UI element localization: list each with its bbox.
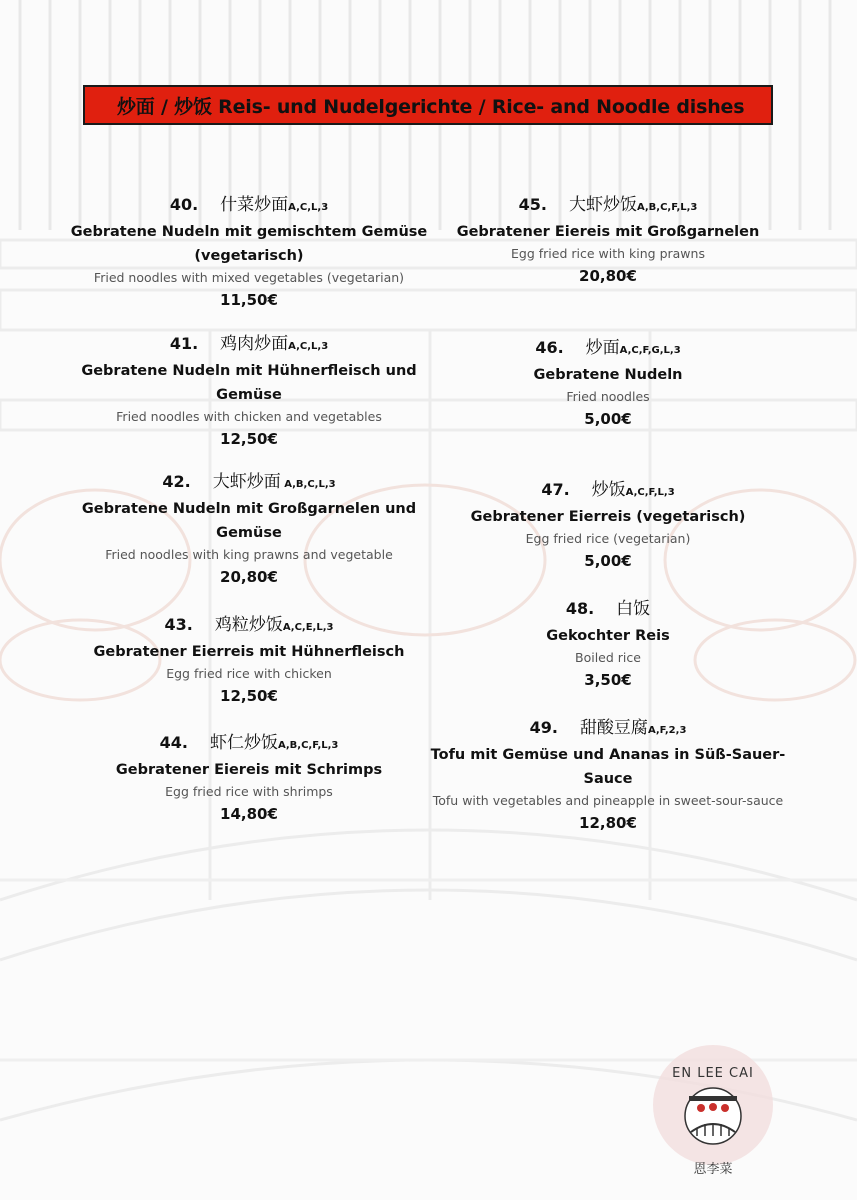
item-price: 14,80€ [220,805,278,823]
item-price: 12,50€ [220,430,278,448]
item-german-name: Gebratene Nudeln mit Hühnerfleisch und Gemüse [81,363,417,403]
bridge-lantern-emblem-icon [683,1086,743,1146]
section-title: 炒面 / 炒饭 Reis- und Nudelgerichte / Rice- and Noodle dishes [117,95,745,118]
item-english-name: Egg fried rice with shrimps [165,784,333,799]
restaurant-logo [648,1040,778,1190]
item-german-name: Gekochter Reis [546,628,670,644]
item-chinese-name: 炒面 [585,338,620,358]
item-price: 3,50€ [584,671,632,689]
item-price: 20,80€ [220,568,278,586]
item-allergens: A,F,2,3 [647,725,687,736]
menu-item-48 [418,598,798,691]
menu-item-41 [59,333,439,450]
item-number: 43. [164,615,193,634]
item-german-name: Gebratener Eiereis mit Großgarnelen [456,224,760,240]
item-english-name: Egg fried rice with king prawns [511,246,705,261]
item-price: 5,00€ [584,552,632,570]
item-chinese-name: 鸡粒炒饭 [214,615,283,635]
item-number: 44. [159,733,188,752]
item-german-name: Tofu mit Gemüse und Ananas in Süß-Sauer-Sauce [430,747,786,787]
item-chinese-name: 甜酸豆腐 [579,718,648,738]
logo-name: EN LEE CAI [672,1066,754,1081]
item-english-name: Tofu with vegetables and pineapple in sweet-sour-sauce [432,793,784,808]
menu-item-43 [59,614,439,707]
item-number: 47. [541,480,570,499]
item-number: 48. [565,599,595,618]
item-allergens: A,C,F,G,L,3 [619,345,681,356]
item-german-name: Gebratene Nudeln [533,367,683,383]
item-chinese-name: 炒饭 [591,480,626,500]
item-english-name: Fried noodles with king prawns and vegetable [105,547,393,562]
item-number: 49. [529,718,558,737]
item-allergens: A,C,E,L,3 [282,622,334,633]
item-german-name: Gebratener Eierreis mit Hühnerfleisch [93,644,405,660]
item-chinese-name: 白饭 [616,599,651,619]
menu-item-40 [59,194,439,311]
item-allergens: A,C,L,3 [288,202,329,213]
item-price: 12,50€ [220,687,278,705]
item-english-name: Fried noodles [566,389,650,404]
item-german-name: Gebratener Eierreis (vegetarisch) [470,509,746,525]
item-english-name: Boiled rice [575,650,641,665]
menu-item-47 [418,479,798,572]
item-price: 11,50€ [220,291,278,309]
item-chinese-name: 大虾炒饭 [568,195,637,215]
item-chinese-name: 鸡肉炒面 [220,334,289,354]
menu-item-49 [418,717,798,834]
item-allergens: A,C,F,L,3 [625,487,675,498]
item-number: 46. [535,338,564,357]
item-price: 20,80€ [579,267,637,285]
menu-item-42 [59,471,439,588]
item-allergens: A,B,C,L,3 [280,479,336,490]
item-english-name: Fried noodles with mixed vegetables (vegetarian) [93,270,405,285]
logo-chinese-name: 恩李菜 [693,1162,733,1177]
item-german-name: Gebratene Nudeln mit Großgarnelen und Gemüse [81,501,417,541]
item-allergens: A,C,L,3 [288,341,329,352]
item-price: 12,80€ [579,814,637,832]
menu-item-46 [418,337,798,430]
item-number: 45. [518,195,547,214]
item-number: 42. [162,472,191,491]
item-chinese-name: 虾仁炒饭 [209,733,278,753]
section-title-banner [83,85,773,125]
item-allergens: A,B,C,F,L,3 [277,740,339,751]
item-german-name: Gebratene Nudeln mit gemischtem Gemüse (vegetarisch) [70,224,428,264]
item-german-name: Gebratener Eiereis mit Schrimps [115,762,383,778]
menu-item-44 [59,732,439,825]
item-english-name: Egg fried rice with chicken [166,666,332,681]
item-english-name: Fried noodles with chicken and vegetables [116,409,382,424]
item-number: 41. [169,334,199,353]
item-price: 5,00€ [584,410,632,428]
item-allergens: A,B,C,F,L,3 [636,202,698,213]
item-english-name: Egg fried rice (vegetarian) [525,531,691,546]
item-chinese-name: 大虾炒面 [212,472,281,492]
item-number: 40. [169,195,199,214]
menu-item-45 [418,194,798,287]
item-chinese-name: 什菜炒面 [220,195,289,215]
